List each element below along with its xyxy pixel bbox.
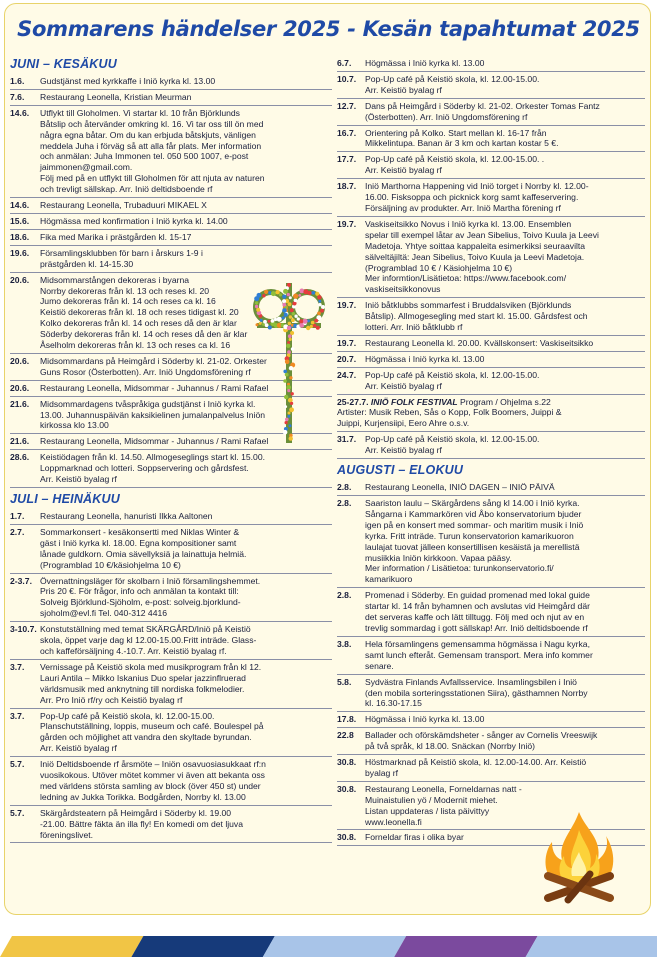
- flower-dot: [316, 326, 320, 330]
- event-date: 31.7.: [337, 434, 357, 445]
- event-row: [337, 352, 645, 368]
- flower-dot: [290, 331, 294, 335]
- event-date: 19.7.: [337, 300, 357, 311]
- month-heading: JUNI – KESÄKUU: [10, 57, 117, 71]
- event-date: 3.8.: [337, 638, 352, 649]
- event-row: [10, 450, 332, 488]
- stripe-segment: [131, 936, 274, 957]
- flower-dot: [255, 305, 258, 308]
- event-row: [10, 90, 332, 106]
- event-row: [10, 660, 332, 709]
- flower-dot: [306, 326, 310, 330]
- flower-dot: [287, 350, 291, 354]
- flower-dot: [287, 326, 291, 330]
- event-date: 2.8.: [337, 498, 352, 508]
- event-text: Restaurang Leonella, hanuristi Ilkka Aaltonen: [40, 511, 213, 521]
- event-description: Program / Ohjelma s.22 Artister: Musik Reben, Sås o Kopp, Folk Boomers, Juippi & Juippi, Kurjensiipi, Eero Ahre o.s.v.: [337, 396, 562, 429]
- flower-dot: [283, 379, 287, 383]
- event-text: Midsommardans på Heimgård i Söderby kl. 21-02. Orkester Guns Rosor (Österbotten). Arr. Iniö Ungdomsförening rf: [40, 355, 267, 377]
- month-heading: JULI – HEINÄKUU: [10, 492, 120, 506]
- flower-dot: [297, 317, 300, 320]
- bonfire-icon: [538, 808, 620, 904]
- event-text: Vernissage på Keistiö skola med musikprogram från kl 12. Lauri Antila – Mikko Iskanius Duo spelar jazzinflruerad världsmusik med anknytning till nordiska folkmelodier. Arr. Pro Iniö rf/ry och Keistiö byalag rf: [40, 661, 262, 705]
- flower-dot: [317, 312, 321, 316]
- event-row: [337, 217, 645, 298]
- flower-dot: [289, 376, 292, 379]
- flower-dot: [256, 323, 259, 326]
- flower-dot: [255, 301, 258, 304]
- event-text: Promenad i Söderby. En guidad promenad med lokal guide startar kl. 14 från byhamnen och avslutas vid Heimgård där det serveras kaffe och lätt tilltugg. Följ med och njut av en trevlig sommardag i gott sällskap! Arr. Iniö deltidsboende rf: [365, 590, 590, 633]
- flower-dot: [289, 407, 294, 412]
- flower-dot: [288, 302, 292, 306]
- event-date: 18.6.: [10, 231, 30, 242]
- event-date: 30.8.: [337, 832, 357, 843]
- flower-dot: [307, 291, 311, 295]
- flower-dot: [287, 389, 290, 392]
- flower-dot: [291, 392, 294, 395]
- month-heading: AUGUSTI – ELOKUU: [337, 463, 464, 478]
- event-row: [337, 728, 645, 755]
- event-date: 6.7.: [337, 58, 352, 68]
- flower-dot: [311, 321, 315, 325]
- flower-dot: [285, 418, 289, 422]
- flower-dot: [282, 299, 286, 303]
- event-text: Ballader och oförskämdsheter - sånger av Cornelis Vreeswijk på två språk, kl 18.00. Snäckan (Norrby Iniö): [365, 730, 598, 752]
- event-row: [10, 709, 332, 758]
- event-text: Restaurang Leonella, Midsommar - Juhannus / Rami Rafael: [40, 436, 269, 447]
- event-date: 3.7.: [10, 661, 25, 672]
- event-date: 22.8: [337, 730, 354, 741]
- event-text: Utflykt till Gloholmen. Vi startar kl. 10 från Björklunds Båtslip och återvänder omkring kl. 16. Vi tar oss till ön med några egna båtar. Om du kan erbjuda båtskjuts, vänligen meddela Juha i förväg så att alla får plats. Mer information och anmälan: Juha Immonen tel. 050 500 1007, e-post jaimmonen@gmail.com. Följ med på en utflykt till Gloholmen för att njuta av naturen och trevligt sällskap. Arr. Iniö deltidsboende rf: [40, 107, 265, 195]
- event-text: Restaurang Leonella, Forneldarnas natt - Muinaistulien yö / Modernit miehet. Listan uppdateras / lista päivittyy www.leonella.fi: [365, 783, 522, 827]
- event-date: 17.7.: [337, 154, 357, 165]
- event-date: 10.7.: [337, 73, 357, 84]
- event-date: 19.7.: [337, 337, 357, 348]
- event-text: Midsommardagens tvåspråkiga gudstjänst i Iniö kyrka kl. 13.00. Juhannuspäivän kaksikielinen jumalanpalvelus Iniön kirkossa klo 13.00: [40, 398, 266, 431]
- flower-dot: [320, 309, 324, 313]
- event-date: 24.7.: [337, 369, 357, 380]
- flower-dot: [264, 290, 268, 294]
- midsummer-pole-icon: [251, 283, 327, 443]
- event-date: 25-27.7.: [337, 396, 371, 407]
- flower-dot: [318, 303, 321, 306]
- stripe-segment: [394, 936, 537, 957]
- flower-dot: [290, 402, 293, 405]
- right-column: [337, 56, 645, 846]
- event-text: Pop-Up café på Keistiö skola, kl. 12.00-15.00. Arr. Keistiö byalag rf: [365, 369, 540, 391]
- event-text: Fika med Marika i prästgården kl. 15-17: [40, 231, 192, 242]
- event-row: [337, 336, 645, 352]
- event-row: [10, 198, 332, 214]
- event-row: [10, 106, 332, 198]
- event-text: Dans på Heimgård i Söderby kl. 21-02. Orkester Tomas Fantz (Österbotten). Arr. Iniö Ungdomsförening rf: [365, 100, 600, 122]
- flower-dot: [289, 315, 292, 318]
- flower-dot: [282, 316, 285, 319]
- event-date: 20.6.: [10, 355, 30, 366]
- event-date: 21.6.: [10, 436, 30, 447]
- flower-dot: [293, 294, 298, 299]
- event-text: Församlingsklubben för barn i årskurs 1-9 i prästgården kl. 14-15.30: [40, 247, 203, 269]
- flower-dot: [286, 344, 290, 348]
- event-row: [337, 496, 645, 588]
- flower-dot: [284, 405, 287, 408]
- event-row: [337, 588, 645, 637]
- event-text: Orientering på Kolko. Start mellan kl. 16-17 från Mikkelintupa. Banan är 3 km och kartan kostar 5 €.: [365, 127, 559, 149]
- event-text: Höstmarknad på Keistiö skola, kl. 12.00-14.00. Arr. Keistiö byalag rf: [365, 757, 587, 778]
- stripe-segment: [263, 936, 406, 957]
- event-text: Pop-Up café på Keistiö skola, kl. 12.00-15.00. Arr. Keistiö byalag rf: [365, 73, 540, 95]
- left-column: [10, 56, 332, 843]
- flower-dot: [287, 293, 290, 296]
- flower-dot: [294, 315, 297, 318]
- event-date: 1.7.: [10, 511, 25, 521]
- flower-dot: [274, 318, 277, 321]
- event-text: Pop-Up café på Keistiö skola, kl. 12.00-15.00. Planschutställning, loppis, museum och café. Boulespel på gården och möjlighet att vandra den skyltade byrundan. Arr. Keistiö byalag rf: [40, 710, 264, 754]
- flower-dot: [282, 308, 287, 313]
- flower-dot: [313, 324, 317, 328]
- stripe-segment: [0, 936, 143, 957]
- event-date: 14.6.: [10, 200, 30, 211]
- event-date: 2-3.7.: [10, 575, 32, 586]
- flower-dot: [294, 299, 298, 303]
- event-date: 16.7.: [337, 127, 357, 138]
- event-row: [10, 74, 332, 90]
- event-date: 19.7.: [337, 218, 357, 229]
- flower-dot: [271, 291, 276, 296]
- event-text: Iniö Deltidsboende rf årsmöte – Iniön osavuosiasukkaat rf:n vuosikokous. Utöver mötet kommer vi även att bekanta oss med världens största samling av block (över 450 st) under ledning av Jukka Torikka. Bodgården, Norrby kl. 13.00: [40, 759, 266, 802]
- event-date: 3.7.: [10, 710, 25, 721]
- event-date: 12.7.: [337, 100, 357, 111]
- flower-dot: [284, 395, 288, 399]
- flower-dot: [289, 296, 292, 299]
- event-date: 5.8.: [337, 676, 352, 687]
- event-row: [10, 525, 332, 574]
- event-date: 21.6.: [10, 398, 30, 409]
- flower-dot: [312, 291, 316, 295]
- event-row: [337, 56, 645, 72]
- event-date: 14.6.: [10, 107, 30, 118]
- festival-name: INIÖ FOLK FESTIVAL: [370, 396, 458, 407]
- event-row: [337, 637, 645, 675]
- flower-dot: [283, 430, 288, 435]
- event-date: 7.6.: [10, 91, 25, 102]
- event-row: [337, 675, 645, 713]
- event-text: Sommarkonsert - kesäkonsertti med Niklas Winter & gäst i Iniö kyrka kl. 18.00. Egna kompositioner samt lånade guldkorn. Omia sävellyksiä ja lainattuja helmiä. (Programblad 10 €/käsiohjelma 10 €): [40, 526, 247, 570]
- flower-dot: [289, 366, 293, 370]
- event-row: [337, 126, 645, 153]
- event-text: Övernattningsläger för skolbarn i Iniö församlingshemmet. Pris 20 €. För frågor, info och anmälan ta kontakt till: Solveig Björklund-Sjöholm, e-post: solveig.bjorklund- sjoholm@evl.fi Tel. 040-312 4416: [40, 575, 261, 619]
- flower-dot: [275, 290, 279, 294]
- flower-dot: [271, 319, 275, 323]
- flower-dot: [321, 305, 325, 309]
- event-text: Iniö båtklubbs sommarfest i Bruddalsviken (Björklunds Båtslip). Allmogesegling med start kl. 15.00. Gårdsfest och lotteri. Arr. Iniö båtklubb rf: [365, 300, 588, 333]
- flower-dot: [259, 322, 262, 325]
- flower-dot: [285, 373, 289, 377]
- event-row: [337, 432, 645, 459]
- flower-dot: [317, 295, 321, 299]
- stripe-segment: [526, 936, 657, 957]
- event-row: [337, 368, 645, 395]
- event-date: 3-10.7.: [10, 624, 37, 635]
- flower-dot: [287, 415, 290, 418]
- flower-dot: [263, 320, 267, 324]
- event-row: [337, 152, 645, 179]
- flower-dot: [283, 370, 287, 374]
- event-date: 17.8.: [337, 714, 357, 725]
- flower-dot: [288, 412, 291, 415]
- event-text: Högmässa med konfirmation i Iniö kyrka kl. 14.00: [40, 215, 228, 226]
- event-date: 30.8.: [337, 757, 357, 768]
- event-text: Pop-Up café på Keistiö skola, kl. 12.00-15.00. Arr. Keistiö byalag rf: [365, 434, 540, 456]
- event-text: Vaskiseitsikko Novus i Iniö kyrka kl. 13.00. Ensemblen spelar till exempel låtar av Jean Sibelius, Toivo Kuula ja Leevi Madetoja. Yhtye soittaa kappaleita esimerkiksi seuraavilta sälveltäjiltä: Jean Sibelius, Toivo Kuula ja Leevi Madetoja. (Programblad 10 € / Käsiohjelma 10 €) Mer informtion/Lisätietoa: https://www.facebook.com/ vaskiseitsikkonovus: [365, 218, 599, 295]
- flower-dot: [282, 303, 286, 307]
- event-row: [10, 757, 332, 806]
- event-row: [337, 179, 645, 217]
- event-text: Restaurang Leonella, INIÖ DAGEN – INIÖ PÄIVÄ: [365, 482, 555, 493]
- flower-dot: [283, 289, 288, 294]
- event-text: Pop-Up café på Keistiö skola, kl. 12.00-15.00. . Arr. Keistiö byalag rf: [365, 154, 545, 176]
- event-text: Restaurang Leonella kl. 20.00. Kvällskonsert: Vaskiseitsikko: [365, 337, 594, 348]
- event-text: Högmässa i Iniö kyrka kl. 13.00: [365, 353, 485, 364]
- event-date: 1.6.: [10, 76, 25, 86]
- event-row: [10, 230, 332, 246]
- event-text: Saariston laulu – Skärgårdens sång kl 14.00 i Iniö kyrka. Sångarna i Kammarkören vid Åbo konservatorium bjuder igen på en konsert med sommar- och maritim musik i Iniö kyrka. Fritt inträde. Turun konservatorion kamarikuoron laulajat tuovat jälleen konsertillisen kesäistä ja merellistä musiikkia Iniön kirkkoon. Vapaa pääsy. Mer information / Lisätietoa: turunkonservatorio.fi/ kamarikuoro: [365, 498, 584, 585]
- event-date: 15.6.: [10, 215, 30, 226]
- flower-dot: [282, 295, 286, 299]
- page-title: Sommarens händelser 2025 - Kesän tapahtumat 2025: [17, 17, 640, 41]
- event-row: [10, 246, 332, 273]
- event-date: 19.6.: [10, 247, 30, 258]
- event-row: [10, 509, 332, 525]
- flower-dot: [289, 436, 293, 440]
- event-text: Konstutställning med temat SKÄRGÅRD/Iniö på Keistiö skola, öppet varje dag kl 12.00-15.00.Fritt inträde. Glass- och kaffeförsäljning 4.-10.7. Arr. Keistiö byalag rf.: [40, 624, 257, 656]
- flower-dot: [268, 326, 272, 330]
- flower-dot: [260, 319, 263, 322]
- event-row: [337, 298, 645, 336]
- event-row: [10, 806, 332, 844]
- event-text: Skärgårdsteatern på Heimgård i Söderby kl. 19.00 -21.00. Bättre fäkta än illa fly! En komedi om det ljuva föreningslivet.: [40, 807, 244, 840]
- flower-dot: [310, 325, 313, 328]
- event-row: [337, 480, 645, 496]
- event-date: 2.8.: [337, 482, 352, 493]
- flower-dot: [285, 360, 290, 365]
- flower-dot: [292, 312, 295, 315]
- flower-dot: [299, 319, 303, 323]
- event-text: Restaurang Leonella, Trubaduuri MIKAEL X: [40, 200, 207, 211]
- event-text: Hela församlingens gemensamma högmässa i Nagu kyrka, samt lunch efteråt. Gemensam transport. Mera info kommer senare.: [365, 638, 593, 671]
- event-text: Midsommarstången dekoreras i byarna Norrby dekoreras från kl. 13 och reses kl. 20 Jumo dekoreras från kl. 14 och reses ca kl. 16 Keistiö dekoreras från kl. 18 och reses tidigast kl. 20 Kolko dekoreras från kl. 14 och reses då den är klar Söderby dekoreras från kl. 14 och reses då den är klar Åselholm dekoreras från kl. 13 och reses ca kl. 16: [40, 274, 248, 351]
- flower-dot: [256, 308, 260, 312]
- event-row: [337, 72, 645, 99]
- event-date: 18.7.: [337, 181, 357, 192]
- event-date: 2.7.: [10, 526, 25, 537]
- event-row: [337, 395, 645, 433]
- event-text: Restaurang Leonella, Kristian Meurman: [40, 91, 192, 102]
- event-text: [337, 397, 645, 430]
- event-row: [10, 214, 332, 230]
- flower-dot: [299, 289, 304, 294]
- event-row: [337, 755, 645, 782]
- event-date: 5.7.: [10, 807, 25, 818]
- flower-dot: [277, 317, 282, 322]
- flower-dot: [291, 347, 295, 351]
- flower-dot: [268, 320, 271, 323]
- event-date: 20.6.: [10, 274, 30, 285]
- flower-dot: [262, 294, 265, 297]
- flower-dot: [298, 294, 301, 297]
- event-row: [337, 712, 645, 728]
- color-stripes: [0, 936, 657, 957]
- flower-dot: [314, 319, 318, 323]
- event-text: Forneldar firas i olika byar: [365, 832, 464, 843]
- event-text: Gudstjänst med kyrkkaffe i Iniö kyrka kl. 13.00: [40, 76, 216, 86]
- event-text: Sydvästra Finlands Avfallsservice. Insamlingsbilen i Iniö (den mobila sorteringsstationen Siira), gästhamnen Norrby kl. 16.30-17.15: [365, 676, 588, 709]
- event-text: Keistiödagen från kl. 14.50. Allmogeseglings start kl. 15.00. Loppmarknad och lotteri. Soppservering och gårdsfest. Arr. Keistiö byalag rf: [40, 452, 266, 485]
- event-text: Högmässa i Iniö kyrka kl. 13.00: [365, 714, 485, 725]
- flower-dot: [285, 421, 288, 424]
- event-date: 30.8.: [337, 783, 357, 794]
- flower-dot: [288, 334, 292, 338]
- flower-dot: [290, 308, 294, 312]
- event-text: Högmässa i Iniö kyrka kl. 13.00: [365, 58, 485, 68]
- event-text: Iniö Marthorna Happening vid Iniö torget i Norrby kl. 12.00- 16.00. Fisksoppa och picknick korg samt kaffeservering. Försäljning av produkter. Arr. Iniö Martha förening rf: [365, 181, 589, 213]
- event-row: [10, 574, 332, 623]
- event-text: Restaurang Leonella, Midsommar - Juhannus / Rami Rafael: [40, 382, 269, 393]
- event-date: 28.6.: [10, 452, 30, 463]
- event-date: 20.6.: [10, 382, 30, 393]
- event-row: [337, 99, 645, 126]
- event-date: 20.7.: [337, 353, 357, 364]
- flower-dot: [289, 338, 292, 341]
- flower-dot: [288, 322, 292, 326]
- event-date: 5.7.: [10, 759, 25, 770]
- event-date: 2.8.: [337, 590, 352, 601]
- flower-dot: [289, 424, 292, 427]
- flower-dot: [257, 293, 262, 298]
- event-row: [10, 622, 332, 660]
- flower-dot: [284, 313, 288, 317]
- flower-dot: [291, 318, 295, 322]
- flower-dot: [279, 293, 282, 296]
- flower-dot: [318, 300, 321, 303]
- flower-dot: [265, 323, 269, 327]
